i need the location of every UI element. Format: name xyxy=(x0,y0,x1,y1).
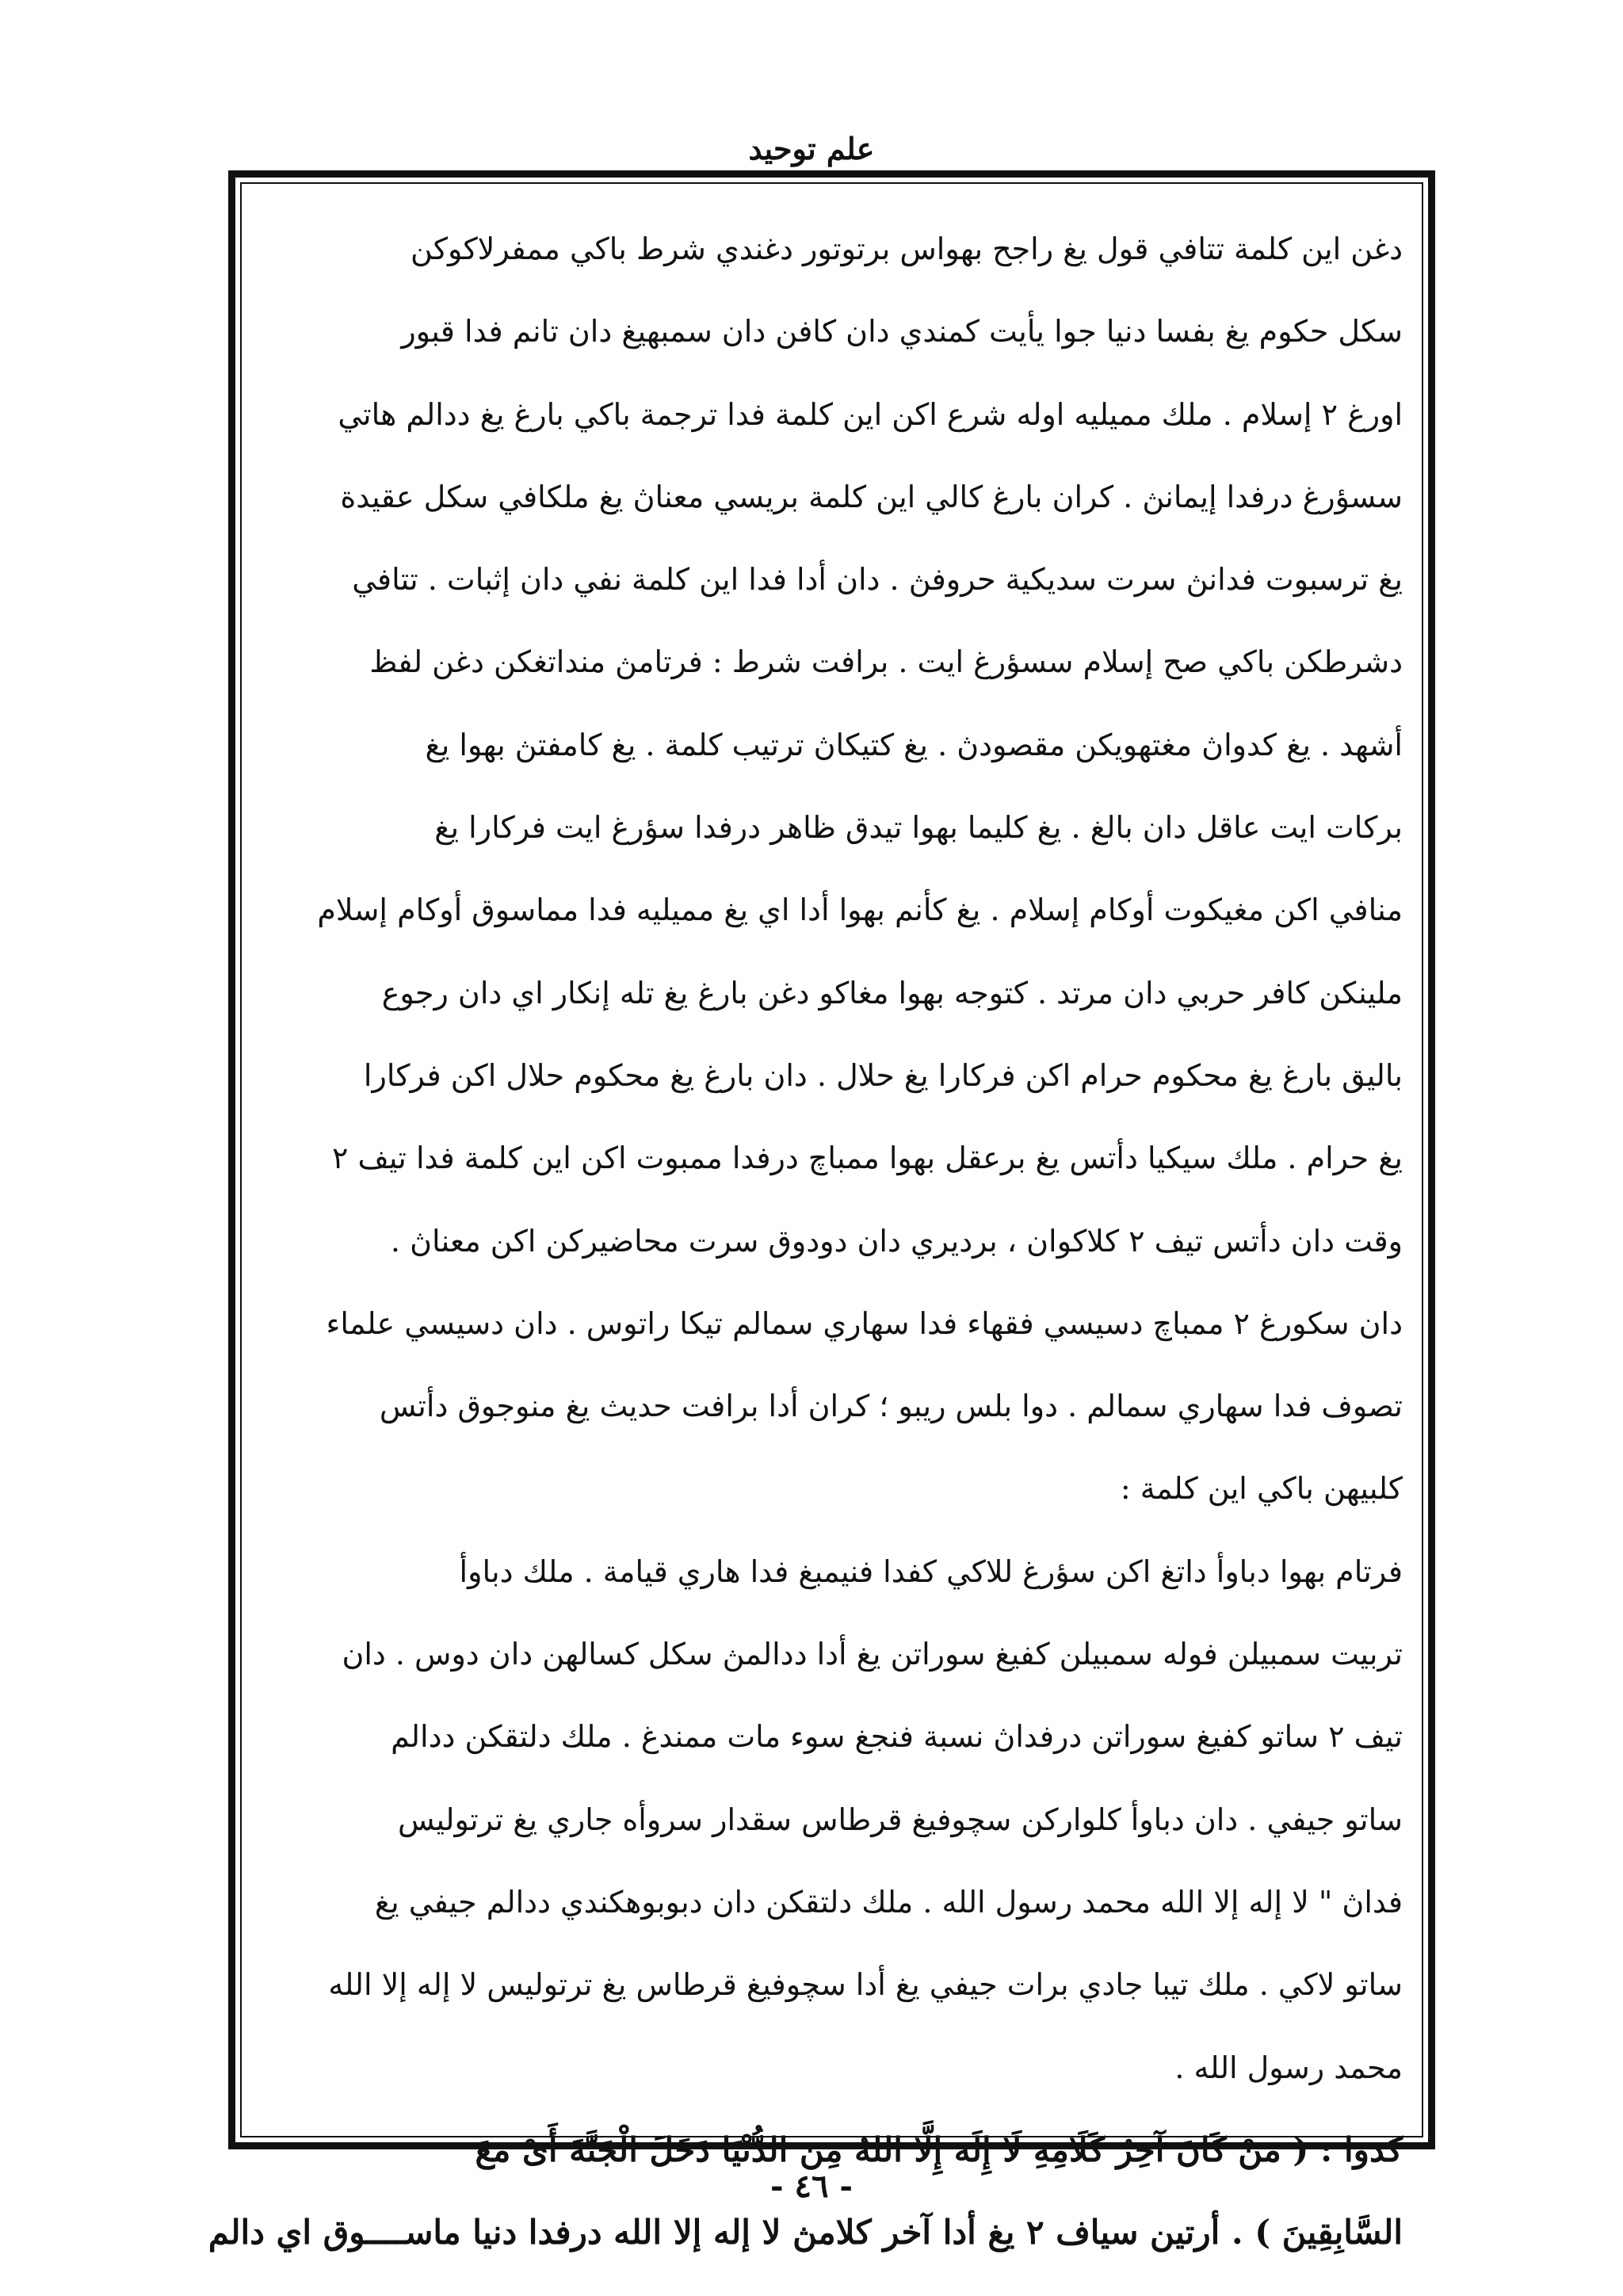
quoted-hadith-line: كدوا : ( مَنْ كَانَ آخِرُ كَلَامِهِ لَا إِلَهَ إِلَّا اللهُ مِنَ الدُّنْيَا دَخَلَ الْجَنَّةَ أَىْ مَعَ xyxy=(475,2130,1403,2169)
text-line: يغ ترسبوت فدانڽ سرت سديكية حروفڽ . دان أدا فدا اين كلمة نفي دان إثبات . تتافي xyxy=(352,562,1403,598)
text-line: ساتو لاكي . ملك تيبا جادي برات جيفي يغ أدا سچوفيغ قرطاس يغ ترتوليس لا إله إلا الله xyxy=(328,1967,1403,2003)
text-line: فرتام بهوا دباوأ داتغ اكن سؤرغ للاكي كفدا فنيمبغ فدا هاري قيامة . ملك دباوأ xyxy=(459,1553,1403,1589)
text-line: كلبيهن باكي اين كلمة : xyxy=(1120,1471,1403,1507)
text-line: سكل حكوم يغ بفسا دنيا جوا يأيت كمندي دان كافن دان سمبهيغ دان تانم فدا قبور xyxy=(401,314,1403,350)
text-line: وقت دان دأتس تيف ٢ كلاكوان ، برديري دان دودوق سرت محاضيركن اكن معناڽ . xyxy=(390,1223,1403,1259)
text-line: باليق بارغ يغ محكوم حرام اكن فركارا يغ حلال . دان بارغ يغ محكوم حلال اكن فركارا xyxy=(363,1057,1403,1093)
text-line: دغن اين كلمة تتافي قول يغ راجح بهواس برتوتور دغندي شرط باكي ممفرلاكوكن xyxy=(410,231,1403,266)
text-line: تصوف فدا سهاري سمالم . دوا بلس ريبو ؛ كران أدا برافت حديث يغ منوجوق دأتس xyxy=(379,1389,1403,1424)
text-line: ملينكن كافر حربي دان مرتد . كتوجه بهوا مغاكو دغن بارغ يغ تله إنكار اي دان رجوع xyxy=(381,975,1403,1010)
text-line: ساتو جيفي . دان دباوأ كلواركن سچوفيغ قرطاس سقدار سروأه جاري يغ ترتوليس xyxy=(397,1801,1403,1837)
text-line: تيف ٢ ساتو كفيغ سوراتن درفداڽ نسبة فنجغ سوء مات ممندغ . ملك دلتقكن ددالم xyxy=(391,1719,1403,1755)
text-line: يغ حرام . ملك سيكيا دأتس يغ برعقل بهوا ممباچ درفدا ممبوت اكن اين كلمة فدا تيف ٢ xyxy=(331,1140,1403,1176)
text-line: منافي اكن مغيكوت أوكام إسلام . يغ كأنم بهوا أدا اي يغ مميليه فدا مماسوق أوكام إسلام xyxy=(317,892,1403,928)
text-line: فداڽ " لا إله إلا الله محمد رسول الله . ملك دلتقكن دان دبوبوهكندي ددالم جيفي يغ xyxy=(374,1884,1403,1920)
text-line: بركات ايت عاقل دان بالغ . يغ كليما بهوا تيدق ظاهر درفدا سؤرغ ايت فركارا يغ xyxy=(434,810,1403,846)
text-line: دشرطكن باكي صح إسلام سسؤرغ ايت . برافت شرط : فرتامڽ منداتغكن دغن لفظ xyxy=(369,644,1403,680)
text-line: اورغ ٢ إسلام . ملك مميليه اوله شرع اكن اين كلمة فدا ترجمة باكي بارغ يغ ددالم هاتي xyxy=(338,396,1403,432)
text-line: تربيت سمبيلن فوله سمبيلن كفيغ سوراتن يغ أدا ددالمڽ سكل كسالهن دان دوس . دان xyxy=(342,1637,1403,1672)
quoted-hadith-line: السَّابِقِينَ ) . أرتين سياف ٢ يغ أدا آخر كلامڽ لا إله إلا الله درفدا دنيا ماســــوق اي دالم xyxy=(208,2213,1403,2252)
text-line: أشهد . يغ كدواڽ مغتهويكن مقصودڽ . يغ كتيكاڽ ترتيب كلمة . يغ كامفتڽ بهوا يغ xyxy=(425,727,1403,762)
page-number: - ٤٦ - xyxy=(769,2168,854,2205)
running-head: علم توحيد xyxy=(748,131,875,166)
text-line: محمد رسول الله . xyxy=(1174,2050,1403,2085)
text-line: سسؤرغ درفدا إيمانڽ . كران بارغ كالي اين كلمة بريسي معناڽ يغ ملكافي سكل عقيدة xyxy=(340,479,1403,514)
text-line: دان سكورغ ٢ ممباچ دسيسي فقهاء فدا سهاري سمالم تيكا راتوس . دان دسيسي علماء xyxy=(326,1305,1403,1341)
